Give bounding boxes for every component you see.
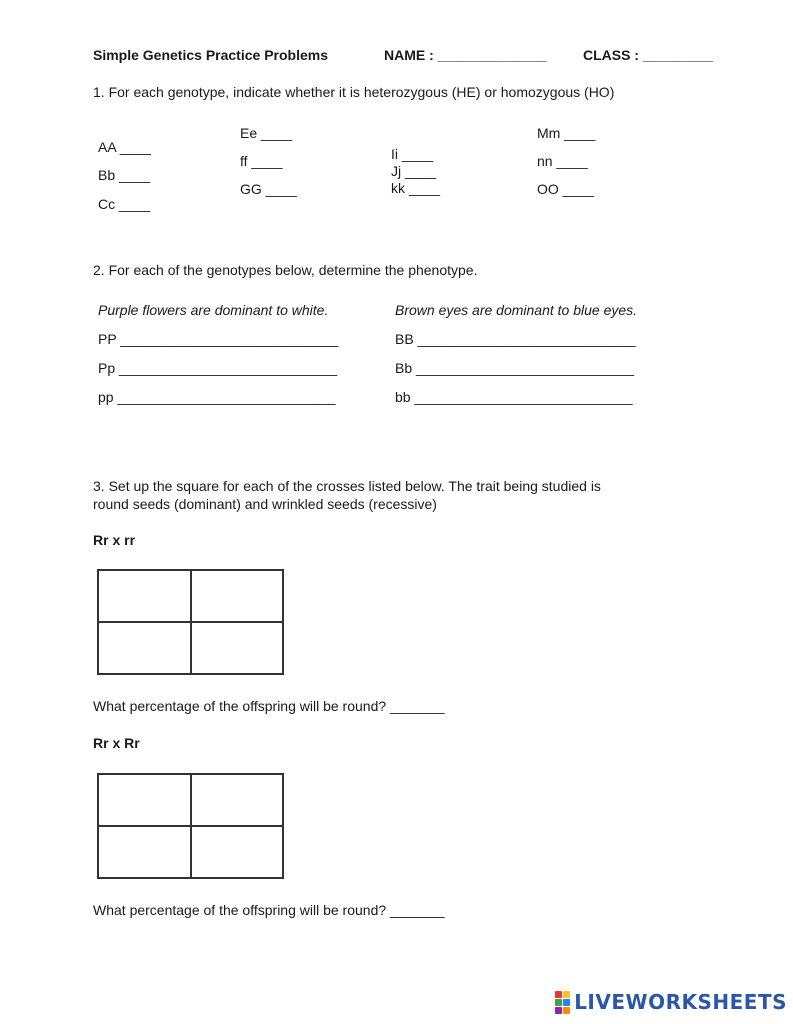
punnett-2-cell-2[interactable]: [191, 774, 284, 826]
genotype-item-Jj[interactable]: Jj ____: [391, 163, 437, 179]
q2-right-heading: Brown eyes are dominant to blue eyes.: [395, 302, 638, 318]
genotype-item-ff[interactable]: ff ____: [240, 153, 283, 169]
q2-left-heading: Purple flowers are dominant to white.: [98, 302, 329, 318]
punnett-1-cell-1[interactable]: [98, 570, 191, 622]
q3-prompt-line1: 3. Set up the square for each of the crosses listed below. The trait being studied is: [93, 478, 601, 494]
liveworksheets-logo: [555, 990, 787, 1014]
punnett-2-cell-4[interactable]: [191, 826, 284, 878]
phenotype-line-BB[interactable]: BB ____________________________: [395, 331, 636, 347]
punnett-2-cell-1[interactable]: [98, 774, 191, 826]
genotype-item-AA[interactable]: AA ____: [98, 139, 151, 155]
genotype-item-Cc[interactable]: Cc ____: [98, 196, 151, 212]
q3-prompt-line2: round seeds (dominant) and wrinkled seeds (recessive): [93, 496, 437, 512]
genotype-item-Mm[interactable]: Mm ____: [537, 125, 596, 141]
punnett-2-cell-3[interactable]: [98, 826, 191, 878]
name-field[interactable]: NAME : ______________: [384, 47, 547, 63]
genotype-item-nn[interactable]: nn ____: [537, 153, 588, 169]
phenotype-line-pp[interactable]: pp ____________________________: [98, 389, 336, 405]
worksheet-title: Simple Genetics Practice Problems: [93, 47, 328, 63]
genotype-item-Ee[interactable]: Ee ____: [240, 125, 293, 141]
genotype-item-GG[interactable]: GG ____: [240, 181, 297, 197]
genotype-item-OO[interactable]: OO ____: [537, 181, 594, 197]
cross1-question[interactable]: What percentage of the offspring will be round? _______: [93, 698, 445, 714]
phenotype-line-bb[interactable]: bb ____________________________: [395, 389, 633, 405]
genotype-item-kk[interactable]: kk ____: [391, 180, 441, 196]
punnett-square-2: [97, 773, 284, 879]
phenotype-line-Pp[interactable]: Pp ____________________________: [98, 360, 338, 376]
cross2-question[interactable]: What percentage of the offspring will be round? _______: [93, 902, 445, 918]
punnett-1-cell-3[interactable]: [98, 622, 191, 674]
class-field[interactable]: CLASS : _________: [583, 47, 713, 63]
punnett-square-1: [97, 569, 284, 675]
phenotype-line-Bb[interactable]: Bb ____________________________: [395, 360, 635, 376]
cross2-label: Rr x Rr: [93, 735, 140, 751]
cross1-label: Rr x rr: [93, 532, 136, 548]
q1-prompt: 1. For each genotype, indicate whether it is heterozygous (HE) or homozygous (HO): [93, 84, 615, 100]
genotype-item-Bb[interactable]: Bb ____: [98, 167, 151, 183]
q2-prompt: 2. For each of the genotypes below, determine the phenotype.: [93, 262, 478, 278]
phenotype-line-PP[interactable]: PP ____________________________: [98, 331, 339, 347]
logo-mark-icon: [555, 991, 570, 1014]
genotype-item-Ii[interactable]: Ii ____: [391, 146, 434, 162]
logo-text: LIVEWORKSHEETS: [574, 990, 787, 1014]
punnett-1-cell-2[interactable]: [191, 570, 284, 622]
punnett-1-cell-4[interactable]: [191, 622, 284, 674]
